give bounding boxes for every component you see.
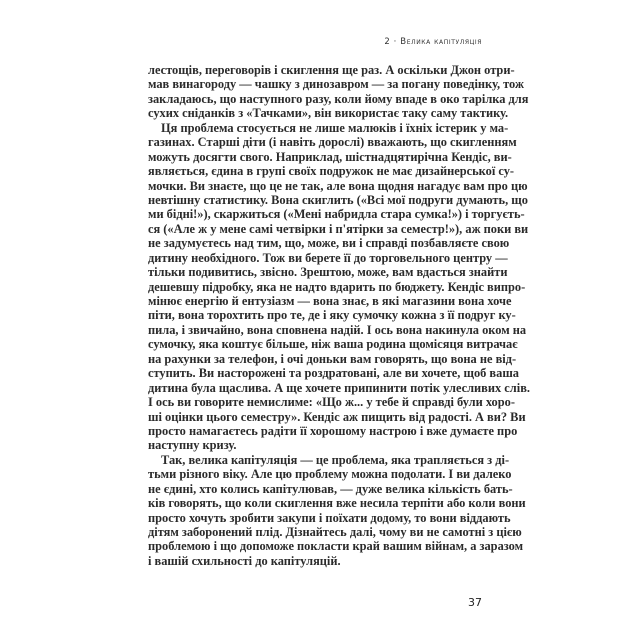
body-text (148, 63, 530, 568)
text-line: мав винагороду — чашку з динозавром — за погану поведінку, тож (148, 77, 524, 92)
text-line: І ось ви говорите немислиме: «Що ж... у тебе й справді були хоро- (148, 395, 515, 410)
text-line: на рахунки за телефон, і очі доньки вам говорять, що вона не від- (148, 351, 517, 366)
text-line: мочки. Ви знаєте, що це не так, але вона щодня нагадує вам про цю (148, 178, 528, 193)
text-line: сухих сніданків з «Тачками», він використає таку саму тактику. (148, 106, 509, 121)
text-line: тьми різного віку. Але цю проблему можна подолати. І ви далеко (148, 467, 512, 482)
text-line: закладаюсь, що наступного разу, коли йому впаде в око тарілка для (148, 91, 529, 106)
text-line: проблемою і що допоможе покласти край вашим війнам, а заразом (148, 539, 524, 554)
text-line: газинах. Старші діти (і навіть дорослі) вважають, що скигленням (148, 135, 517, 150)
text-line: дитину необхідного. Тож ви берете її до торговельного центру — (148, 250, 508, 265)
text-line: Так, велика капітуляція — це проблема, яка трапляється з ді- (161, 452, 510, 467)
text-line: ків говорять, що коли скиглення вже несила терпіти або коли вони (148, 496, 526, 511)
text-line: ся («Але ж у мене самі четвірки і п'ятірки за семестр!»), аж поки ви (148, 221, 529, 236)
running-head: 2 · Велика капітуляція (384, 37, 482, 47)
text-line: дітям заборонений плід. Дізнайтесь далі, чому ви не самотні з цією (148, 525, 522, 539)
text-line: ми бідні!»), скаржиться («Мені набридла стара сумка!») і торгуєть- (148, 207, 525, 222)
text-line: являється, єдина в групі своїх подружок не має дизайнерської су- (148, 164, 515, 179)
text-line: ступить. Ви насторожені та роздратовані, але ви хочете, щоб ваша (148, 366, 519, 381)
text-line: і вашій схильності до капітуляцій. (148, 553, 341, 568)
text-line: Ця проблема стосується не лише малюків і їхніх істерик у ма- (161, 120, 509, 135)
paragraph (148, 452, 526, 569)
text-line: лестощів, переговорів і скиглення ще раз. А оскільки Джон отри- (148, 63, 515, 77)
text-line: сумочку, яка коштує більше, ніж ваша родина щомісяця витрачає (148, 337, 518, 352)
text-line: пила, і звичайно, вона сповнена надій. І ось вона накинула оком на (148, 322, 527, 337)
paragraph (148, 63, 529, 121)
paragraph (148, 120, 530, 453)
text-line: просто намагаєтесь радіти її хорошому настрою і вже думаєте про (148, 423, 518, 438)
text-line: мінює енергію й ентузіазм — вона знає, в які магазини вона хоче (148, 294, 512, 308)
text-line: ші оцінки цього семестру». Кендіс аж пищить від радості. А ви? Ви (148, 409, 526, 424)
text-line: не єдині, хто колись капітулював, — дуже велика кількість бать- (148, 481, 513, 496)
text-line: просто хочуть зробити закупи і поїхати додому, то вони віддають (148, 510, 511, 525)
text-line: дешевшу підробку, яка не надто вдарить по бюджету. Кендіс випро- (148, 279, 526, 294)
page-number: 37 (468, 596, 482, 609)
text-line: не задумуєтесь над тим, що, може, ви і справді позбавляєте свою (148, 236, 510, 251)
text-line: наступну кризу. (148, 438, 237, 453)
text-line: тільки подивитись, звісно. Зрештою, може, вам вдасться знайти (148, 265, 508, 280)
text-line: можуть досягти свого. Наприклад, шістнадцятирічна Кендіс, ви- (148, 149, 512, 164)
text-line: піти, вона торохтить про те, де і яку сумочку кожна з її подруг ку- (148, 308, 516, 323)
text-line: дитина була щаслива. А ще хочете припинити потік улесливих слів. (148, 380, 530, 395)
text-line: невтішну статистику. Вона скиглить («Всі мої подруги думають, що (148, 192, 528, 207)
